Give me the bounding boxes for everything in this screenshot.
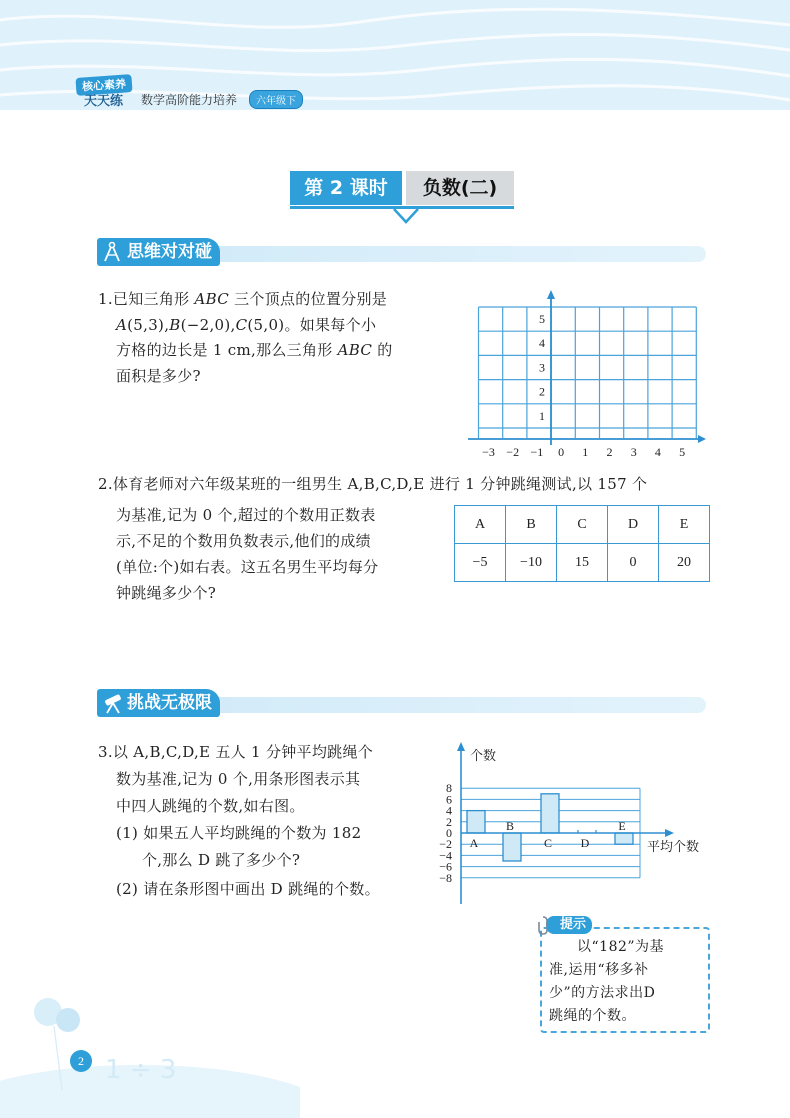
chart-y-tick-label: 6 [446,792,452,807]
chart-x-axis-label: 平均个数 [647,840,700,855]
x-tick-label: 3 [630,445,637,459]
question-3-line: 数为基准,记为 0 个,用条形图表示其 [116,770,361,788]
svg-text:1 ÷ 3: 1 ÷ 3 [105,1055,177,1085]
chart-y-tick-label: −4 [439,848,452,863]
question-2-line [98,472,718,498]
question-1-line [98,287,458,313]
chart-bar-E [615,833,633,844]
chart-y-tick-label: 0 [446,826,452,840]
text: 已知三角形 [112,290,195,308]
coordinate-grid [460,285,710,465]
x-tick-label: −2 [506,445,520,459]
question-number: 1. [98,290,113,308]
brand-badge: 核心素养 [75,74,132,96]
chart-y-tick-label: −8 [439,870,452,885]
text: (5,0)。如果每个小 [247,315,377,334]
chart-y-axis-label: 个数 [470,749,497,764]
question-3-line [98,739,428,766]
brand-name: 天天练 [84,94,124,109]
y-tick-label: 1 [539,408,545,423]
hint-line: 少”的方法求出D [549,985,656,1001]
question-2-line: 为基准,记为 0 个,超过的个数用正数表 [116,506,376,524]
hint-tag-text: 提示 [560,917,587,932]
table-header-cell: C [557,506,608,544]
hint-line: 准,运用“移多补 [549,962,649,978]
text: (−2,0), [180,315,236,334]
chart-y-tick-label: 2 [446,814,452,829]
text: (5,3), [127,315,170,334]
question-3 [98,739,428,904]
question-1-line [98,338,458,364]
sub-question-2: (2) 请在条形图中画出 D 跳绳的个数。 [116,880,380,898]
chart-x-axis-arrow [665,829,674,837]
question-2-line: 钟跳绳多少个? [116,584,217,602]
math-text: ABC [194,290,230,308]
sub-question-1: (1) 如果五人平均跳绳的个数为 182 [116,824,362,842]
y-tick-label: 2 [539,384,545,399]
table-header-cell: E [659,506,710,544]
question-2-line: (单位:个)如右表。这五名男生平均每分 [116,558,379,576]
hint-tag [546,916,592,934]
x-tick-label: 2 [606,445,613,459]
y-axis-arrow [547,290,555,299]
table-row [455,544,710,582]
table-header-cell: B [506,506,557,544]
footer-decoration [0,990,300,1118]
chart-category-label: A [469,836,479,850]
question-2 [116,502,446,606]
question-3-line: 中四人跳绳的个数,如右图。 [116,797,305,815]
table-cell: 15 [557,544,608,582]
math-text: B [169,315,181,334]
x-tick-label: −3 [482,445,495,459]
table-header-cell: A [455,506,506,544]
compass-icon [102,241,122,263]
telescope-icon [102,692,124,714]
question-2-line: 示,不足的个数用负数表示,他们的成绩 [116,532,371,550]
question-1 [98,287,458,389]
table-cell: 0 [608,544,659,582]
x-tick-label: 0 [558,445,565,459]
chart-y-tick-label: −6 [439,859,452,874]
bar-chart [410,738,730,910]
x-axis-arrow [698,435,706,443]
chart-category-label: B [505,819,515,833]
section-title-challenge [97,689,220,717]
text: 方格的边长是 1 cm,那么三角形 [116,341,338,359]
chart-bar-B [503,833,521,861]
lesson-number: 第 2 课时 [290,171,402,205]
math-text: ABC [337,341,373,359]
chart-y-tick-label: −2 [439,837,452,852]
table-header-cell: D [608,506,659,544]
x-tick-label: −1 [530,445,544,459]
paperclip-icon [536,914,550,936]
table-cell: −10 [506,544,557,582]
section-title-thinking [97,238,220,266]
text: 以 A,B,C,D,E 五人 1 分钟平均跳绳个 [112,743,374,761]
x-tick-label: 1 [582,445,589,459]
question-1-line: 面积是多少? [116,366,201,385]
table-cell: −5 [455,544,506,582]
grade-badge: 六年级下 [249,90,303,109]
question-1-line [98,313,458,339]
chart-category-label: D [580,836,590,850]
scores-table [454,505,710,582]
math-text: A [116,315,128,334]
y-tick-label: 3 [539,360,545,375]
book-subtitle: 数学高阶能力培养 [141,93,238,107]
grid-lines [479,307,697,438]
chart-y-tick-label: 8 [446,781,452,796]
lesson-title: 负数(二) [406,171,514,205]
chart-y-tick-label: 4 [446,803,452,818]
chart-bar-C [541,794,559,833]
table-header-row [455,506,710,544]
section-title-text: 思维对对碰 [127,242,212,262]
page-number: 2 [70,1050,92,1072]
chart-bar-A [467,811,485,833]
chart-category-label: C [543,836,553,850]
chart-category-label: E [618,819,626,833]
y-tick-label: 4 [539,336,545,351]
math-text: C [235,315,248,334]
table-cell: 20 [659,544,710,582]
x-tick-label: 5 [679,445,686,459]
text: 体育老师对六年级某班的一组男生 A,B,C,D,E 进行 1 分钟跳绳测试,以 157 个 [112,475,648,493]
hint-text [549,936,699,1028]
x-tick-label: 4 [654,445,661,459]
text: 的 [372,341,393,359]
text: 三个顶点的位置分别是 [229,290,388,308]
y-tick-label: 5 [539,312,545,326]
sub-question-1-cont: 个,那么 D 跳了多少个? [142,851,301,869]
hint-line: 以“182”为基 [577,939,665,955]
section-title-text: 挑战无极限 [127,693,212,713]
title-pointer-decoration [392,207,420,225]
hint-line: 跳绳的个数。 [549,1008,636,1024]
chart-y-axis-arrow [457,742,465,751]
question-number: 3. [98,743,113,761]
question-number: 2. [98,475,113,493]
